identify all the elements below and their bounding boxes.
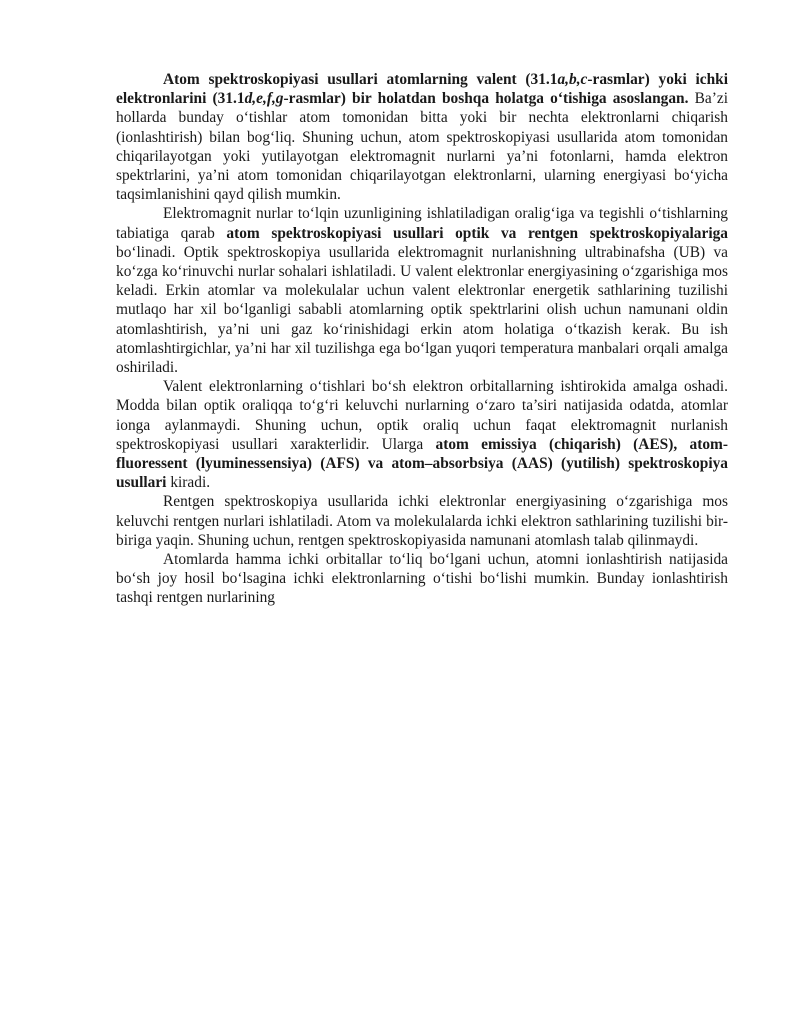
text-run: Rentgen spektroskopiya usullarida ichki elektronlar energiyasining o‘zgarishiga mos keluvchi rentgen nurlari ishlatiladi. Atom va molekulalarda ichki elektron sathlarining tuzilishi bir-biriga yaqin. Shuning uchun, rentgen spektroskopiyasida namunani atomlash talab qilinmaydi. [116,493,728,549]
text-run: Atom spektroskopiyasi usullari atomlarning valent (31.1 [163,71,558,88]
text-run: -rasmlar) bir holatdan boshqa holatga o‘tishiga asoslangan. [283,90,689,108]
text-run: -rasmlar) yoki ichki elektronlarini (31.1 [116,71,728,108]
text-run: kiradi. [166,474,211,492]
paragraph-1 [116,70,728,204]
paragraph-5 [116,550,728,608]
text-run: a,b,c [557,71,588,88]
text-run: Valent elektronlarning o‘tishlari bo‘sh elektron orbitallarning ishtirokida amalga oshadi. Modda bilan optik oraliqqa to‘g‘ri keluvchi nurlarning o‘zaro ta’siri natijasida odatda, atomlar ionga aylanmaydi. Shuning uchun, optik oraliq uchun faqat elektromagnit nurlanish spektroskopiyasi usullari xarakterlidir. Ularga [116,378,728,453]
text-run: Elektromagnit nurlar to‘lqin uzunligining ishlatiladigan oralig‘iga va tegishli o‘tishlarning tabiatiga qarab [116,205,728,242]
text-run: Atomlarda hamma ichki orbitallar to‘liq bo‘lgani uchun, atomni ionlashtirish natijasida bo‘sh joy hosil bo‘lsagina ichki elektronlarning o‘tishi bo‘lishi mumkin. Bunday ionlashtirish tashqi rentgen nurlarining [116,551,728,607]
paragraph-2 [116,204,728,377]
text-run: atom emissiya (chiqarish) (AES), atom-fluoressent (lyuminessensiya) (AFS) va atom–absorbsiya (AAS) (yutilish) spektroskopiya usullari [116,435,728,492]
document-page [116,70,728,608]
paragraph-3 [116,377,728,492]
text-run: atom spektroskopiyasi usullari optik va rentgen spektroskopiyalariga [226,224,728,242]
paragraph-4 [116,492,728,550]
text-run: d,e,f,g [244,90,284,108]
text-run: bo‘linadi. Optik spektroskopiya usullarida elektromagnit nurlanishning ultrabinafsha (UB) va ko‘zga ko‘rinuvchi nurlar sohalari ishlatiladi. U valent elektronlar energiyasining o‘zgarishiga mos keladi. Erkin atomlar va molekulalar uchun valent elektronlar energetik sathlarining tuzilishi mutlaqo har xil bo‘lganligi sababli atomlarning optik spektrlarini olish uchun namunani oldin atomlashtirish, ya’ni uni gaz ko‘rinishidagi erkin atom holatiga o‘tkazish kerak. Bu ish atomlashtirgichlar, ya’ni har xil tuzilishga ega bo‘lgan yuqori temperatura manbalari orqali amalga oshiriladi. [116,243,728,377]
text-run: Ba’zi hollarda bunday o‘tishlar atom tomonidan bitta yoki bir nechta elektronlarni chiqarish (ionlashtirish) bilan bog‘liq. Shuning uchun, atom spektroskopiyasi usullarida atom tomonidan chiqarilayotgan yoki yutilayotgan elektromagnit nurlarni ya’ni fotonlarni, hamda elektron spektrlarini, ya’ni atom tomonidan chiqarilayotgan elektronlarni, ularning energiyasi bo‘yicha taqsimlanishini qayd qilish mumkin. [116,90,728,204]
